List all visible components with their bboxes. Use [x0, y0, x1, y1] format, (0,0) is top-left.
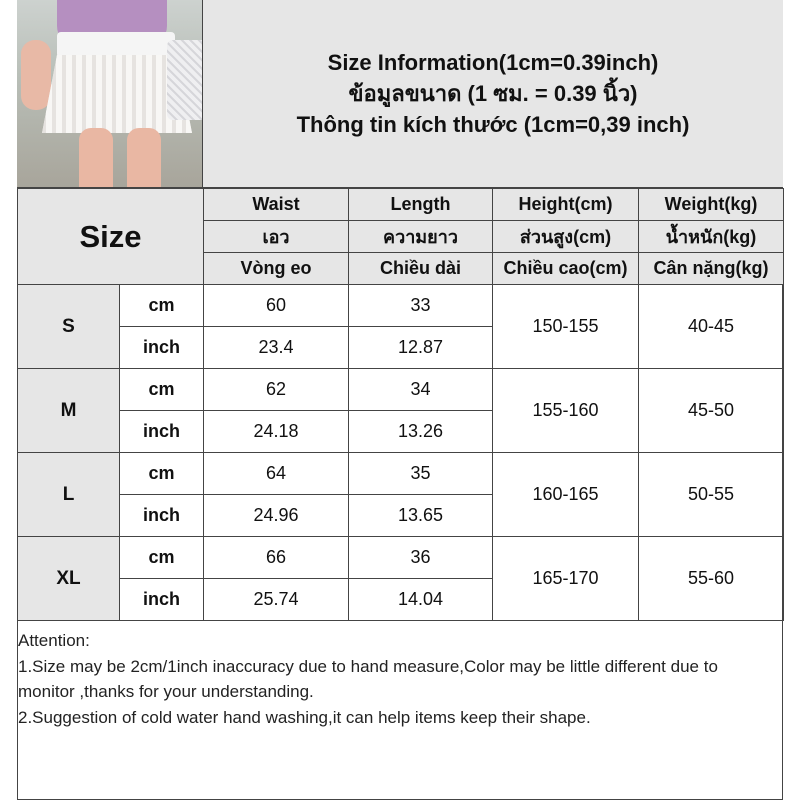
table-row: [18, 285, 784, 327]
col-waist-th: เอว: [204, 221, 349, 253]
unit-cm: cm: [120, 369, 204, 411]
length-cm: 34: [349, 369, 493, 411]
waist-inch: 23.4: [204, 327, 349, 369]
col-waist-en: Waist: [204, 189, 349, 221]
height-range: 150-155: [493, 285, 639, 369]
length-cm: 35: [349, 453, 493, 495]
size-name: M: [18, 369, 120, 453]
title-vietnamese: Thông tin kích thước (1cm=0,39 inch): [296, 112, 690, 137]
col-height-th: ส่วนสูง(cm): [493, 221, 639, 253]
length-inch: 12.87: [349, 327, 493, 369]
notes-heading: Attention:: [18, 631, 90, 650]
waist-inch: 24.96: [204, 495, 349, 537]
unit-inch: inch: [120, 579, 204, 621]
weight-range: 50-55: [639, 453, 784, 537]
table-row: [18, 537, 784, 579]
weight-range: 55-60: [639, 537, 784, 621]
waist-cm: 64: [204, 453, 349, 495]
col-weight-vi: Cân nặng(kg): [639, 253, 784, 285]
photo-leg-right: [127, 128, 161, 188]
unit-inch: inch: [120, 327, 204, 369]
col-waist-vi: Vòng eo: [204, 253, 349, 285]
col-weight-th: น้ำหนัก(kg): [639, 221, 784, 253]
height-range: 155-160: [493, 369, 639, 453]
unit-cm: cm: [120, 453, 204, 495]
photo-bag: [167, 40, 203, 120]
length-cm: 36: [349, 537, 493, 579]
size-name: XL: [18, 537, 120, 621]
title-english: Size Information(1cm=0.39inch): [327, 50, 659, 75]
size-name: S: [18, 285, 120, 369]
notes-line-2: 2.Suggestion of cold water hand washing,it can help items keep their shape.: [18, 707, 591, 727]
height-range: 165-170: [493, 537, 639, 621]
col-length-vi: Chiều dài: [349, 253, 493, 285]
unit-cm: cm: [120, 285, 204, 327]
length-inch: 13.65: [349, 495, 493, 537]
size-name: L: [18, 453, 120, 537]
length-inch: 14.04: [349, 579, 493, 621]
weight-range: 40-45: [639, 285, 784, 369]
col-height-en: Height(cm): [493, 189, 639, 221]
photo-waistband: [57, 32, 175, 58]
notes-line-1: 1.Size may be 2cm/1inch inaccuracy due to hand measure,Color may be little different due to monitor ,thanks for your understanding.: [18, 656, 718, 701]
col-length-en: Length: [349, 189, 493, 221]
table-row: [18, 453, 784, 495]
title-thai: ข้อมูลขนาด (1 ซม. = 0.39 นิ้ว): [348, 81, 638, 106]
unit-inch: inch: [120, 411, 204, 453]
unit-inch: inch: [120, 495, 204, 537]
col-length-th: ความยาว: [349, 221, 493, 253]
waist-cm: 66: [204, 537, 349, 579]
photo-arm: [21, 40, 51, 110]
length-inch: 13.26: [349, 411, 493, 453]
weight-range: 45-50: [639, 369, 784, 453]
product-photo: [17, 0, 203, 188]
waist-inch: 24.18: [204, 411, 349, 453]
waist-cm: 62: [204, 369, 349, 411]
waist-cm: 60: [204, 285, 349, 327]
photo-leg-left: [79, 128, 113, 188]
size-header: Size: [18, 189, 204, 285]
unit-cm: cm: [120, 537, 204, 579]
col-height-vi: Chiều cao(cm): [493, 253, 639, 285]
size-table: [17, 188, 784, 621]
table-row: [18, 369, 784, 411]
col-weight-en: Weight(kg): [639, 189, 784, 221]
size-info-title-box: [203, 0, 783, 188]
attention-notes: [18, 628, 778, 730]
length-cm: 33: [349, 285, 493, 327]
waist-inch: 25.74: [204, 579, 349, 621]
height-range: 160-165: [493, 453, 639, 537]
